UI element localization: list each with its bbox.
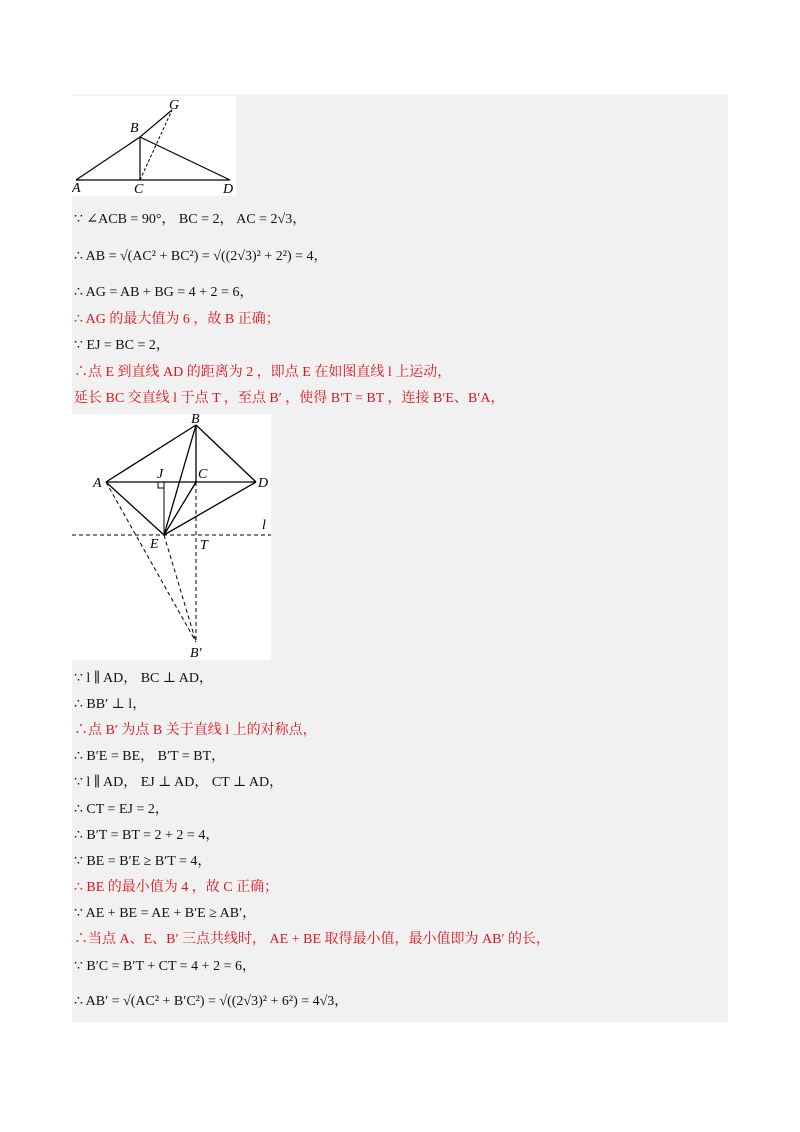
solution-line-20: ∴ AB′ = √(AC² + B′C²) = √((2√3)² + 6²) = 4√3， bbox=[74, 994, 349, 1009]
label-D: D bbox=[258, 476, 269, 491]
solution-line-17: ∵ AE + BE = AE + B′E ≥ AB′， bbox=[74, 906, 257, 921]
solution-line-19: ∵ B′C = B′T + CT = 4 + 2 = 6， bbox=[74, 959, 256, 974]
figure-1 bbox=[72, 96, 236, 196]
label-J: J bbox=[157, 467, 164, 482]
label-B: B bbox=[130, 121, 139, 136]
solution-line-18: ∴当点 A、E、B′ 三点共线时， AE + BE 取得最小值，最小值即为 AB′ 的长， bbox=[74, 932, 551, 947]
label-D: D bbox=[223, 182, 234, 196]
solution-line-13: ∴ CT = EJ = 2， bbox=[74, 802, 169, 817]
solution-line-14: ∴ B′T = BT = 2 + 2 = 4， bbox=[74, 828, 220, 843]
solution-line-15: ∵ BE = B′E ≥ B′T = 4， bbox=[74, 854, 212, 869]
label-A: A bbox=[93, 476, 102, 491]
solution-line-8: ∵ l ∥ AD， BC ⊥ AD， bbox=[74, 671, 214, 686]
solution-line-12: ∵ l ∥ AD， EJ ⊥ AD， CT ⊥ AD， bbox=[74, 775, 284, 790]
label-B-prime: B′ bbox=[190, 646, 202, 660]
solution-line-7: 延长 BC 交直线 l 于点 T ，至点 B′ ，使得 B′T = BT ，连接 B′E、B′A， bbox=[74, 391, 505, 406]
label-E: E bbox=[150, 537, 159, 552]
solution-line-16: ∴ BE 的最小值为 4 ，故 C 正确； bbox=[74, 880, 279, 895]
solution-line-10: ∴点 B′ 为点 B 关于直线 l 上的对称点， bbox=[74, 723, 317, 738]
solution-line-6: ∴点 E 到直线 AD 的距离为 2 ，即点 E 在如图直线 l 上运动， bbox=[74, 365, 452, 380]
solution-line-1: ∵ ∠ACB = 90°， BC = 2， AC = 2√3， bbox=[74, 212, 307, 227]
figure-1-diagram bbox=[72, 96, 236, 196]
label-G: G bbox=[169, 98, 180, 113]
label-A: A bbox=[72, 181, 81, 196]
label-T: T bbox=[200, 538, 208, 553]
label-l: l bbox=[262, 518, 266, 533]
solution-line-4: ∴ AG 的最大值为 6 ，故 B 正确； bbox=[74, 312, 280, 327]
solution-line-11: ∴ B′E = BE， B′T = BT， bbox=[74, 749, 226, 764]
label-C: C bbox=[198, 467, 208, 482]
figure-2-diagram bbox=[72, 414, 271, 660]
solution-line-5: ∵ EJ = BC = 2， bbox=[74, 338, 170, 353]
label-B: B bbox=[191, 414, 200, 427]
solution-line-9: ∴ BB′ ⊥ l， bbox=[74, 697, 147, 712]
solution-line-2: ∴ AB = √(AC² + BC²) = √((2√3)² + 2²) = 4， bbox=[74, 249, 328, 264]
solution-line-3: ∴ AG = AB + BG = 4 + 2 = 6， bbox=[74, 285, 254, 300]
figure-2 bbox=[72, 414, 271, 660]
label-C: C bbox=[134, 182, 144, 196]
